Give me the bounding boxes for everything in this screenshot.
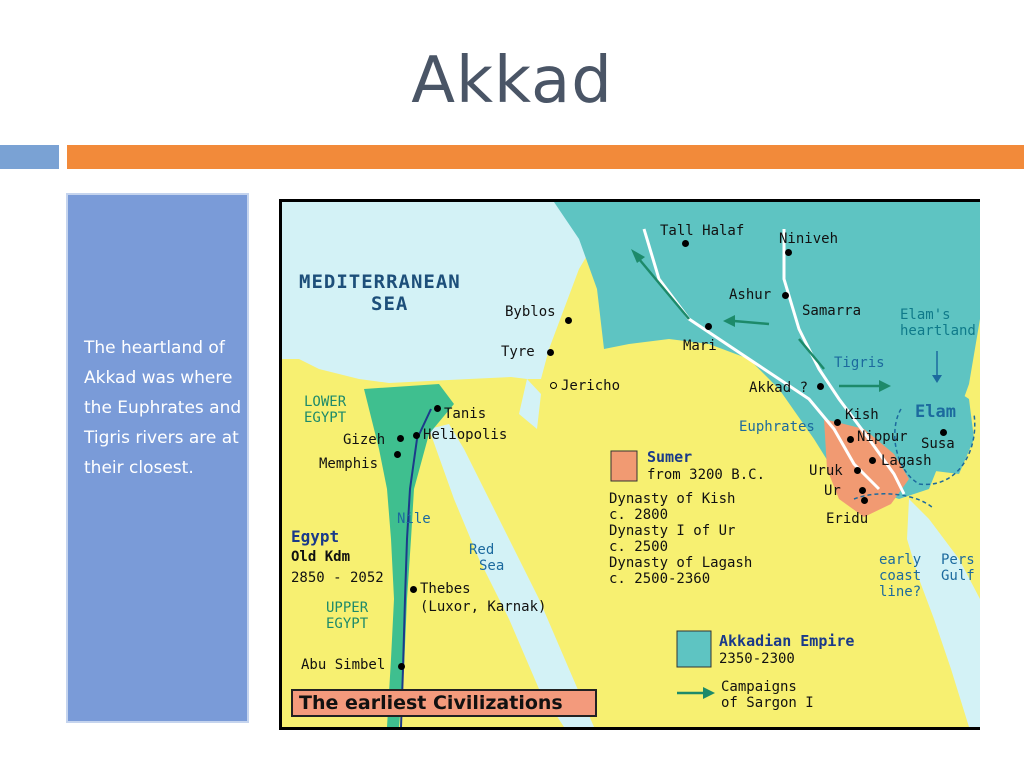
euphrates-label: Euphrates — [739, 419, 815, 435]
byblos-label: Byblos — [505, 304, 556, 320]
dynasty-line: Dynasty I of Ur — [609, 523, 736, 539]
legend-akkad-title: Akkadian Empire — [719, 632, 855, 650]
accent-bar-blue — [0, 145, 59, 169]
legend-akkad-swatch — [677, 631, 711, 667]
city-dot — [682, 240, 689, 247]
dynasty-line: Dynasty of Kish — [609, 491, 736, 507]
memphis-label: Memphis — [319, 456, 379, 472]
niniveh-label: Niniveh — [779, 231, 839, 247]
tall-halaf-label: Tall Halaf — [660, 223, 745, 239]
dynasty-line: Dynasty of Lagash — [609, 555, 753, 571]
city-dot — [940, 429, 947, 436]
egypt-heading: Egypt — [291, 527, 340, 546]
nippur-label: Nippur — [857, 429, 908, 445]
dynasty-line: c. 2800 — [609, 507, 669, 523]
lagash-label: Lagash — [881, 453, 932, 469]
eridu-label: Eridu — [826, 511, 869, 527]
luxor-karnak-label: (Luxor, Karnak) — [420, 599, 547, 615]
city-dot — [547, 349, 554, 356]
text-panel — [66, 193, 249, 723]
coast-line-label: early coast line? — [879, 552, 922, 600]
tyre-label: Tyre — [501, 344, 535, 360]
samarra-label: Samarra — [802, 303, 862, 319]
city-dot — [782, 292, 789, 299]
mediterranean-label: MEDITERRANEAN SEA — [299, 271, 461, 315]
city-dot — [817, 383, 824, 390]
ashur-label: Ashur — [729, 287, 772, 303]
kish-label: Kish — [845, 407, 879, 423]
legend-sumer-date: from 3200 B.C. — [647, 467, 766, 483]
thebes-label: Thebes — [420, 581, 471, 597]
city-dot — [869, 457, 876, 464]
elam-heartland-label: Elam's heartland — [900, 307, 976, 339]
mari-label: Mari — [683, 338, 717, 354]
elam-label: Elam — [915, 402, 956, 422]
body-text: The heartland of Akkad was where the Euphrates and Tigris rivers are at their closest. — [84, 338, 242, 478]
legend-sumer-swatch — [611, 451, 637, 481]
map-caption: The earliest Civilizations — [291, 689, 597, 717]
legend-akkad-date: 2350-2300 — [719, 651, 795, 667]
accent-bar-orange — [67, 145, 1024, 169]
city-dot — [859, 487, 866, 494]
ur-label: Ur — [824, 483, 841, 499]
slide-title: Akkad — [411, 44, 613, 118]
tigris-label: Tigris — [834, 355, 885, 371]
upper-egypt-label: UPPER EGYPT — [326, 600, 369, 632]
akkad-label: Akkad ? — [749, 380, 809, 396]
lower-egypt-label: LOWER EGYPT — [304, 394, 347, 426]
city-dot — [410, 586, 417, 593]
abu-simbel-label: Abu Simbel — [301, 657, 386, 673]
legend-sumer-title: Sumer — [647, 448, 693, 466]
city-dot — [397, 435, 404, 442]
tanis-label: Tanis — [444, 406, 487, 422]
city-dot — [861, 497, 868, 504]
city-dot — [394, 451, 401, 458]
city-dot — [550, 382, 557, 389]
dynasty-line: c. 2500-2360 — [609, 571, 711, 587]
dynasty-line: c. 2500 — [609, 539, 669, 555]
city-dot — [834, 419, 841, 426]
city-dot — [398, 663, 405, 670]
nile-label: Nile — [397, 511, 431, 527]
red-sea-label: Red Sea — [469, 542, 505, 574]
city-dot — [785, 249, 792, 256]
city-dot — [434, 405, 441, 412]
gizeh-label: Gizeh — [343, 432, 386, 448]
heliopolis-label: Heliopolis — [423, 427, 508, 443]
map-image — [279, 199, 980, 730]
city-dot — [705, 323, 712, 330]
susa-label: Susa — [921, 436, 955, 452]
persian-gulf-label: Pers Gulf — [941, 552, 975, 584]
legend-dynasties — [609, 491, 752, 587]
jericho-label: Jericho — [561, 378, 621, 394]
city-dot — [413, 432, 420, 439]
egypt-dates: 2850 - 2052 — [291, 570, 384, 586]
egypt-kingdom: Old Kdm — [291, 549, 351, 565]
city-dot — [565, 317, 572, 324]
city-dot — [854, 467, 861, 474]
legend-campaigns: Campaigns of Sargon I — [721, 679, 814, 711]
uruk-label: Uruk — [809, 463, 843, 479]
city-dot — [847, 436, 854, 443]
